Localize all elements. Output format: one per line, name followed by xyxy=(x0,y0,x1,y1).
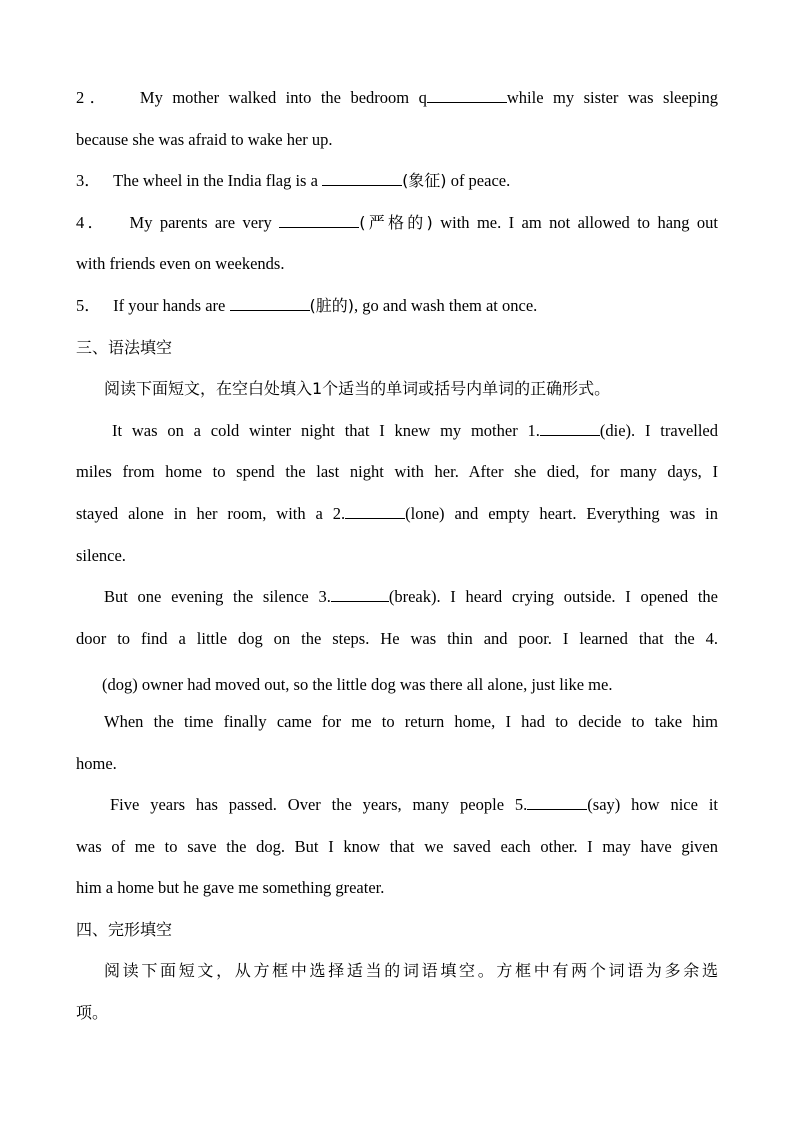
grammar-blank-2[interactable] xyxy=(345,504,405,519)
vocab-q4-blank[interactable] xyxy=(279,213,359,228)
passage-p2-line2: door to find a little dog on the steps. He was thin and poor. I learned that the 4. xyxy=(76,629,718,648)
passage-p4-line2: was of me to save the dog. But I know that we saved each other. I may have given xyxy=(76,837,718,856)
vocab-q2-line2: because she was afraid to wake her up. xyxy=(76,130,333,149)
vocab-q2-text1: My mother walked into the bedroom q xyxy=(139,88,427,107)
passage-p1-line1 xyxy=(112,421,718,441)
vocab-q2-line1 xyxy=(76,88,718,108)
vocab-q4-number: 4． xyxy=(76,213,108,232)
vocab-q5-text1: If your hands are xyxy=(113,296,230,315)
vocab-q3-hint: (象征) xyxy=(402,171,447,190)
passage-p2-line1 xyxy=(104,587,718,607)
vocab-q2-text2: while my sister was sleeping xyxy=(506,88,718,107)
section4-instruction-line2: 项。 xyxy=(76,1003,109,1022)
passage-p1-text4: (lone) and empty heart. Everything was in xyxy=(405,504,718,523)
passage-p4-text1: Five years has passed. Over the years, many people 5. xyxy=(110,795,528,814)
grammar-blank-1[interactable] xyxy=(540,421,600,436)
grammar-blank-3[interactable] xyxy=(331,587,389,602)
vocab-q4-line2: with friends even on weekends. xyxy=(76,254,285,273)
section3-instruction: 阅读下面短文，在空白处填入1个适当的单词或括号内单词的正确形式。 xyxy=(104,379,611,398)
vocab-q3-text2: of peace. xyxy=(446,171,511,190)
vocab-q5-blank[interactable] xyxy=(230,296,310,311)
passage-p4-line3: him a home but he gave me something greater. xyxy=(76,878,385,897)
vocab-q3-blank[interactable] xyxy=(322,171,402,186)
section4-instruction-line1: 阅读下面短文，从方框中选择适当的词语填空。方框中有两个词语为多余选 xyxy=(104,961,718,980)
vocab-q5-text2: , go and wash them at once. xyxy=(354,296,538,315)
passage-p1-line2: miles from home to spend the last night with her. After she died, for many days, I xyxy=(76,462,718,481)
vocab-q5-hint: (脏的) xyxy=(309,296,354,315)
passage-p2-text1: But one evening the silence 3. xyxy=(104,587,331,606)
passage-p1-text3: stayed alone in her room, with a 2. xyxy=(76,504,346,523)
passage-p2-text2: (break). I heard crying outside. I opened the xyxy=(388,587,718,606)
passage-p3-line1: When the time finally came for me to return home, I had to decide to take him xyxy=(104,712,718,731)
vocab-q3-text1: The wheel in the India flag is a xyxy=(113,171,323,190)
vocab-q4-hint: (严格的) xyxy=(359,213,433,232)
vocab-q5-number: 5． xyxy=(76,296,101,315)
vocab-q3-number: 3． xyxy=(76,171,101,190)
vocab-q4-text1: My parents are very xyxy=(129,213,280,232)
vocab-q4-line1 xyxy=(76,213,718,233)
passage-p1-line4: silence. xyxy=(76,546,126,565)
vocab-q2-number: 2． xyxy=(76,88,112,107)
passage-p1-text2: (die). I travelled xyxy=(599,421,718,440)
passage-p4-text2: (say) how nice it xyxy=(587,795,718,814)
grammar-blank-5[interactable] xyxy=(527,795,587,810)
vocab-q3-line xyxy=(76,171,718,191)
passage-p2-line3: (dog) owner had moved out, so the little dog was there all alone, just like me. xyxy=(102,675,613,694)
vocab-q5-line xyxy=(76,296,718,316)
passage-p4-line1 xyxy=(110,795,718,815)
vocab-q2-blank[interactable] xyxy=(427,88,507,103)
passage-p3-line2: home. xyxy=(76,754,117,773)
vocab-q4-text2: with me. I am not allowed to hang out xyxy=(432,213,718,232)
passage-p1-text1: It was on a cold winter night that I knew my mother 1. xyxy=(112,421,540,440)
passage-p1-line3 xyxy=(76,504,718,524)
section3-title: 三、语法填空 xyxy=(76,338,173,357)
section4-title: 四、完形填空 xyxy=(76,920,173,939)
